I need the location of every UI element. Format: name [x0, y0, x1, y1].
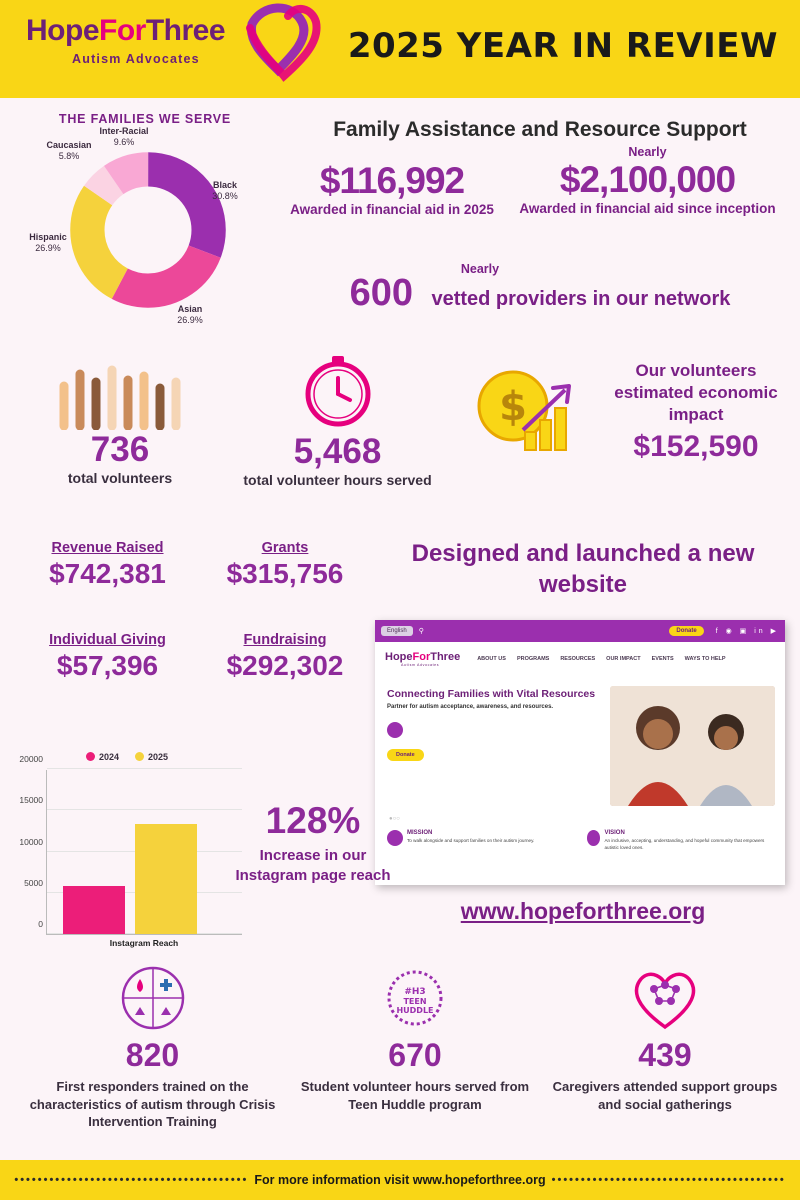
- website-url[interactable]: www.hopeforthree.org: [460, 898, 706, 924]
- financials-grid: [10, 540, 370, 682]
- volunteer-hours-number: 5,468: [293, 432, 382, 471]
- donut-label-black: Black 30.8%: [212, 180, 238, 202]
- logo-part-hope: Hope: [26, 14, 99, 47]
- header: [0, 0, 800, 98]
- assistance-inception-stat: [505, 145, 790, 218]
- donut-label-asian: Asian 26.9%: [177, 304, 203, 326]
- website-screenshot: [375, 620, 785, 885]
- mission-text: To walk alongside and support families on their autism journey.: [407, 838, 535, 843]
- providers-stat: [290, 262, 790, 315]
- nav-item[interactable]: EVENTS: [651, 656, 674, 662]
- donate-button[interactable]: Donate: [669, 626, 703, 636]
- teen-huddle-icon: [382, 965, 448, 1031]
- nav-item[interactable]: OUR IMPACT: [606, 656, 641, 662]
- assistance-inception-amount: $2,100,000: [559, 159, 736, 200]
- financial-label: Grants: [261, 540, 309, 556]
- social-icons[interactable]: f ◉ ▣ in ▶: [715, 628, 779, 635]
- economic-impact-amount: $152,590: [633, 430, 759, 464]
- y-tick: 20000: [19, 754, 43, 764]
- nav-item[interactable]: PROGRAMS: [516, 656, 550, 662]
- clock-icon: [298, 352, 378, 432]
- total-volunteers-number: 736: [90, 430, 150, 469]
- financial-item-fundraising: [205, 632, 365, 682]
- financial-value: $292,302: [226, 650, 344, 681]
- vision-text: An inclusive, accepting, understanding, and hopeful community that empowers autistic loved ones.: [604, 838, 765, 850]
- financial-value: $742,381: [49, 558, 166, 589]
- financial-value: $315,756: [226, 558, 344, 589]
- bottom-stats: [0, 965, 800, 1155]
- providers-text: vetted providers in our network: [431, 288, 731, 310]
- vision-block: [587, 830, 773, 852]
- instagram-bar-chart: [12, 752, 242, 957]
- assistance-inception-caption: Awarded in financial aid since inception: [519, 201, 776, 216]
- heart-people-icon: [627, 965, 703, 1031]
- hero-title: Connecting Families with Vital Resources: [387, 688, 596, 700]
- coin-growth-icon: [465, 360, 590, 470]
- logo-part-three: Three: [145, 14, 226, 47]
- volunteer-hours-caption: total volunteer hours served: [243, 472, 432, 488]
- first-responder-icon: [120, 965, 186, 1031]
- nav-item[interactable]: WAYS TO HELP: [684, 656, 726, 662]
- y-tick: 0: [38, 919, 43, 929]
- legend-item-2024: 2024: [86, 752, 119, 762]
- bar-2025: [135, 824, 197, 934]
- donut-label-hispanic: Hispanic 26.9%: [29, 232, 67, 254]
- economic-impact-stat: [465, 360, 795, 470]
- website-headline: Designed and launched a new website: [411, 540, 755, 599]
- logo-part-for: For: [99, 14, 146, 47]
- nav-item[interactable]: ABOUT US: [477, 656, 506, 662]
- assistance-title: Family Assistance and Resource Support: [333, 118, 747, 141]
- bottom-stat-number: 439: [638, 1037, 692, 1073]
- donut-svg: [68, 150, 228, 310]
- chart-legend: [12, 752, 242, 762]
- hero-photo: [610, 686, 775, 806]
- browser-nav: [375, 642, 785, 676]
- bottom-stat-number: 820: [125, 1037, 180, 1073]
- bottom-stat-caption: Caregivers attended support groups and social gatherings: [552, 1079, 778, 1112]
- donut-label-caucasian: Caucasian 5.8%: [46, 140, 92, 162]
- browser-hero: [375, 676, 785, 826]
- instagram-percent: 128%: [265, 800, 361, 841]
- hero-donate-button[interactable]: Donate: [387, 749, 424, 761]
- vision-title: VISION: [604, 830, 625, 836]
- carousel-dots[interactable]: ●○○: [389, 816, 400, 822]
- svg-text:$: $: [499, 384, 527, 430]
- total-volunteers-stat: [20, 360, 220, 486]
- footer: [0, 1160, 800, 1200]
- assistance-2025-amount: $116,992: [319, 160, 465, 201]
- hero-subtitle: Partner for autism acceptance, awareness, and resources.: [387, 704, 554, 710]
- legend-item-2025: 2025: [135, 752, 168, 762]
- financial-item-grants: [205, 540, 365, 590]
- financial-item-revenue: [10, 540, 205, 590]
- mission-block: [387, 830, 573, 852]
- x-axis-label: Instagram Reach: [109, 938, 179, 948]
- economic-impact-caption: Our volunteers estimated economic impact: [614, 361, 778, 425]
- bottom-stat-number: 670: [388, 1037, 442, 1073]
- assistance-nearly-label: Nearly: [628, 145, 667, 159]
- financial-item-individual-giving: [10, 632, 205, 682]
- browser-topbar: [375, 620, 785, 642]
- page-title: 2025 YEAR IN REVIEW: [347, 26, 778, 66]
- bottom-stat-teen-huddle: [300, 965, 530, 1113]
- footer-text: For more information visit www.hopeforthree.org: [254, 1173, 546, 1187]
- donut-label-interracial: Inter-Racial 9.6%: [99, 126, 149, 148]
- providers-number: 600: [349, 272, 413, 314]
- browser-footer: [375, 826, 785, 862]
- vision-icon: [587, 830, 600, 846]
- donut-title: THE FAMILIES WE SERVE: [58, 112, 232, 126]
- bottom-stat-first-responders: [20, 965, 285, 1131]
- raised-hands-icon: [40, 360, 200, 430]
- volunteer-hours-stat: [235, 352, 440, 488]
- financial-value: $57,396: [56, 650, 159, 681]
- bar-2024: [63, 886, 125, 934]
- assistance-2025-stat: [283, 160, 501, 219]
- instagram-caption: Increase in our Instagram page reach: [235, 847, 391, 884]
- svg-text:#H3: #H3: [404, 987, 426, 997]
- bottom-stat-caption: Student volunteer hours served from Teen Huddle program: [300, 1079, 530, 1112]
- footer-dots-right: ••••••••••••••••••••••••••••••••••••••••: [551, 1174, 786, 1186]
- total-volunteers-caption: total volunteers: [67, 470, 173, 486]
- hero-badge-icon: [387, 722, 403, 738]
- site-logo[interactable]: HopeForThree Autism Advocates: [385, 651, 461, 667]
- families-donut-chart: [10, 112, 280, 352]
- instagram-increase-stat: [228, 800, 398, 885]
- logo-subtitle: Autism Advocates: [72, 52, 200, 66]
- providers-nearly-label: Nearly: [460, 262, 500, 276]
- svg-text:TEEN: TEEN: [403, 997, 427, 1006]
- svg-text:HUDDLE: HUDDLE: [396, 1006, 434, 1015]
- bottom-stat-caregivers: [545, 965, 785, 1113]
- search-icon[interactable]: ⚲: [418, 628, 424, 635]
- bottom-stat-caption: First responders trained on the characteristics of autism through Crisis Intervention Training: [29, 1079, 276, 1130]
- financial-label: Individual Giving: [49, 632, 166, 648]
- assistance-2025-caption: Awarded in financial aid in 2025: [290, 202, 494, 217]
- y-tick: 5000: [24, 877, 43, 888]
- footer-dots-left: ••••••••••••••••••••••••••••••••••••••••: [14, 1174, 249, 1186]
- heart-icon: [232, 0, 328, 86]
- y-tick: 10000: [19, 836, 43, 847]
- y-tick: 15000: [19, 795, 43, 806]
- mission-title: MISSION: [407, 830, 433, 836]
- language-selector[interactable]: English: [381, 626, 413, 636]
- financial-label: Fundraising: [243, 632, 327, 648]
- nav-item[interactable]: RESOURCES: [560, 656, 596, 662]
- financial-label: Revenue Raised: [51, 540, 164, 556]
